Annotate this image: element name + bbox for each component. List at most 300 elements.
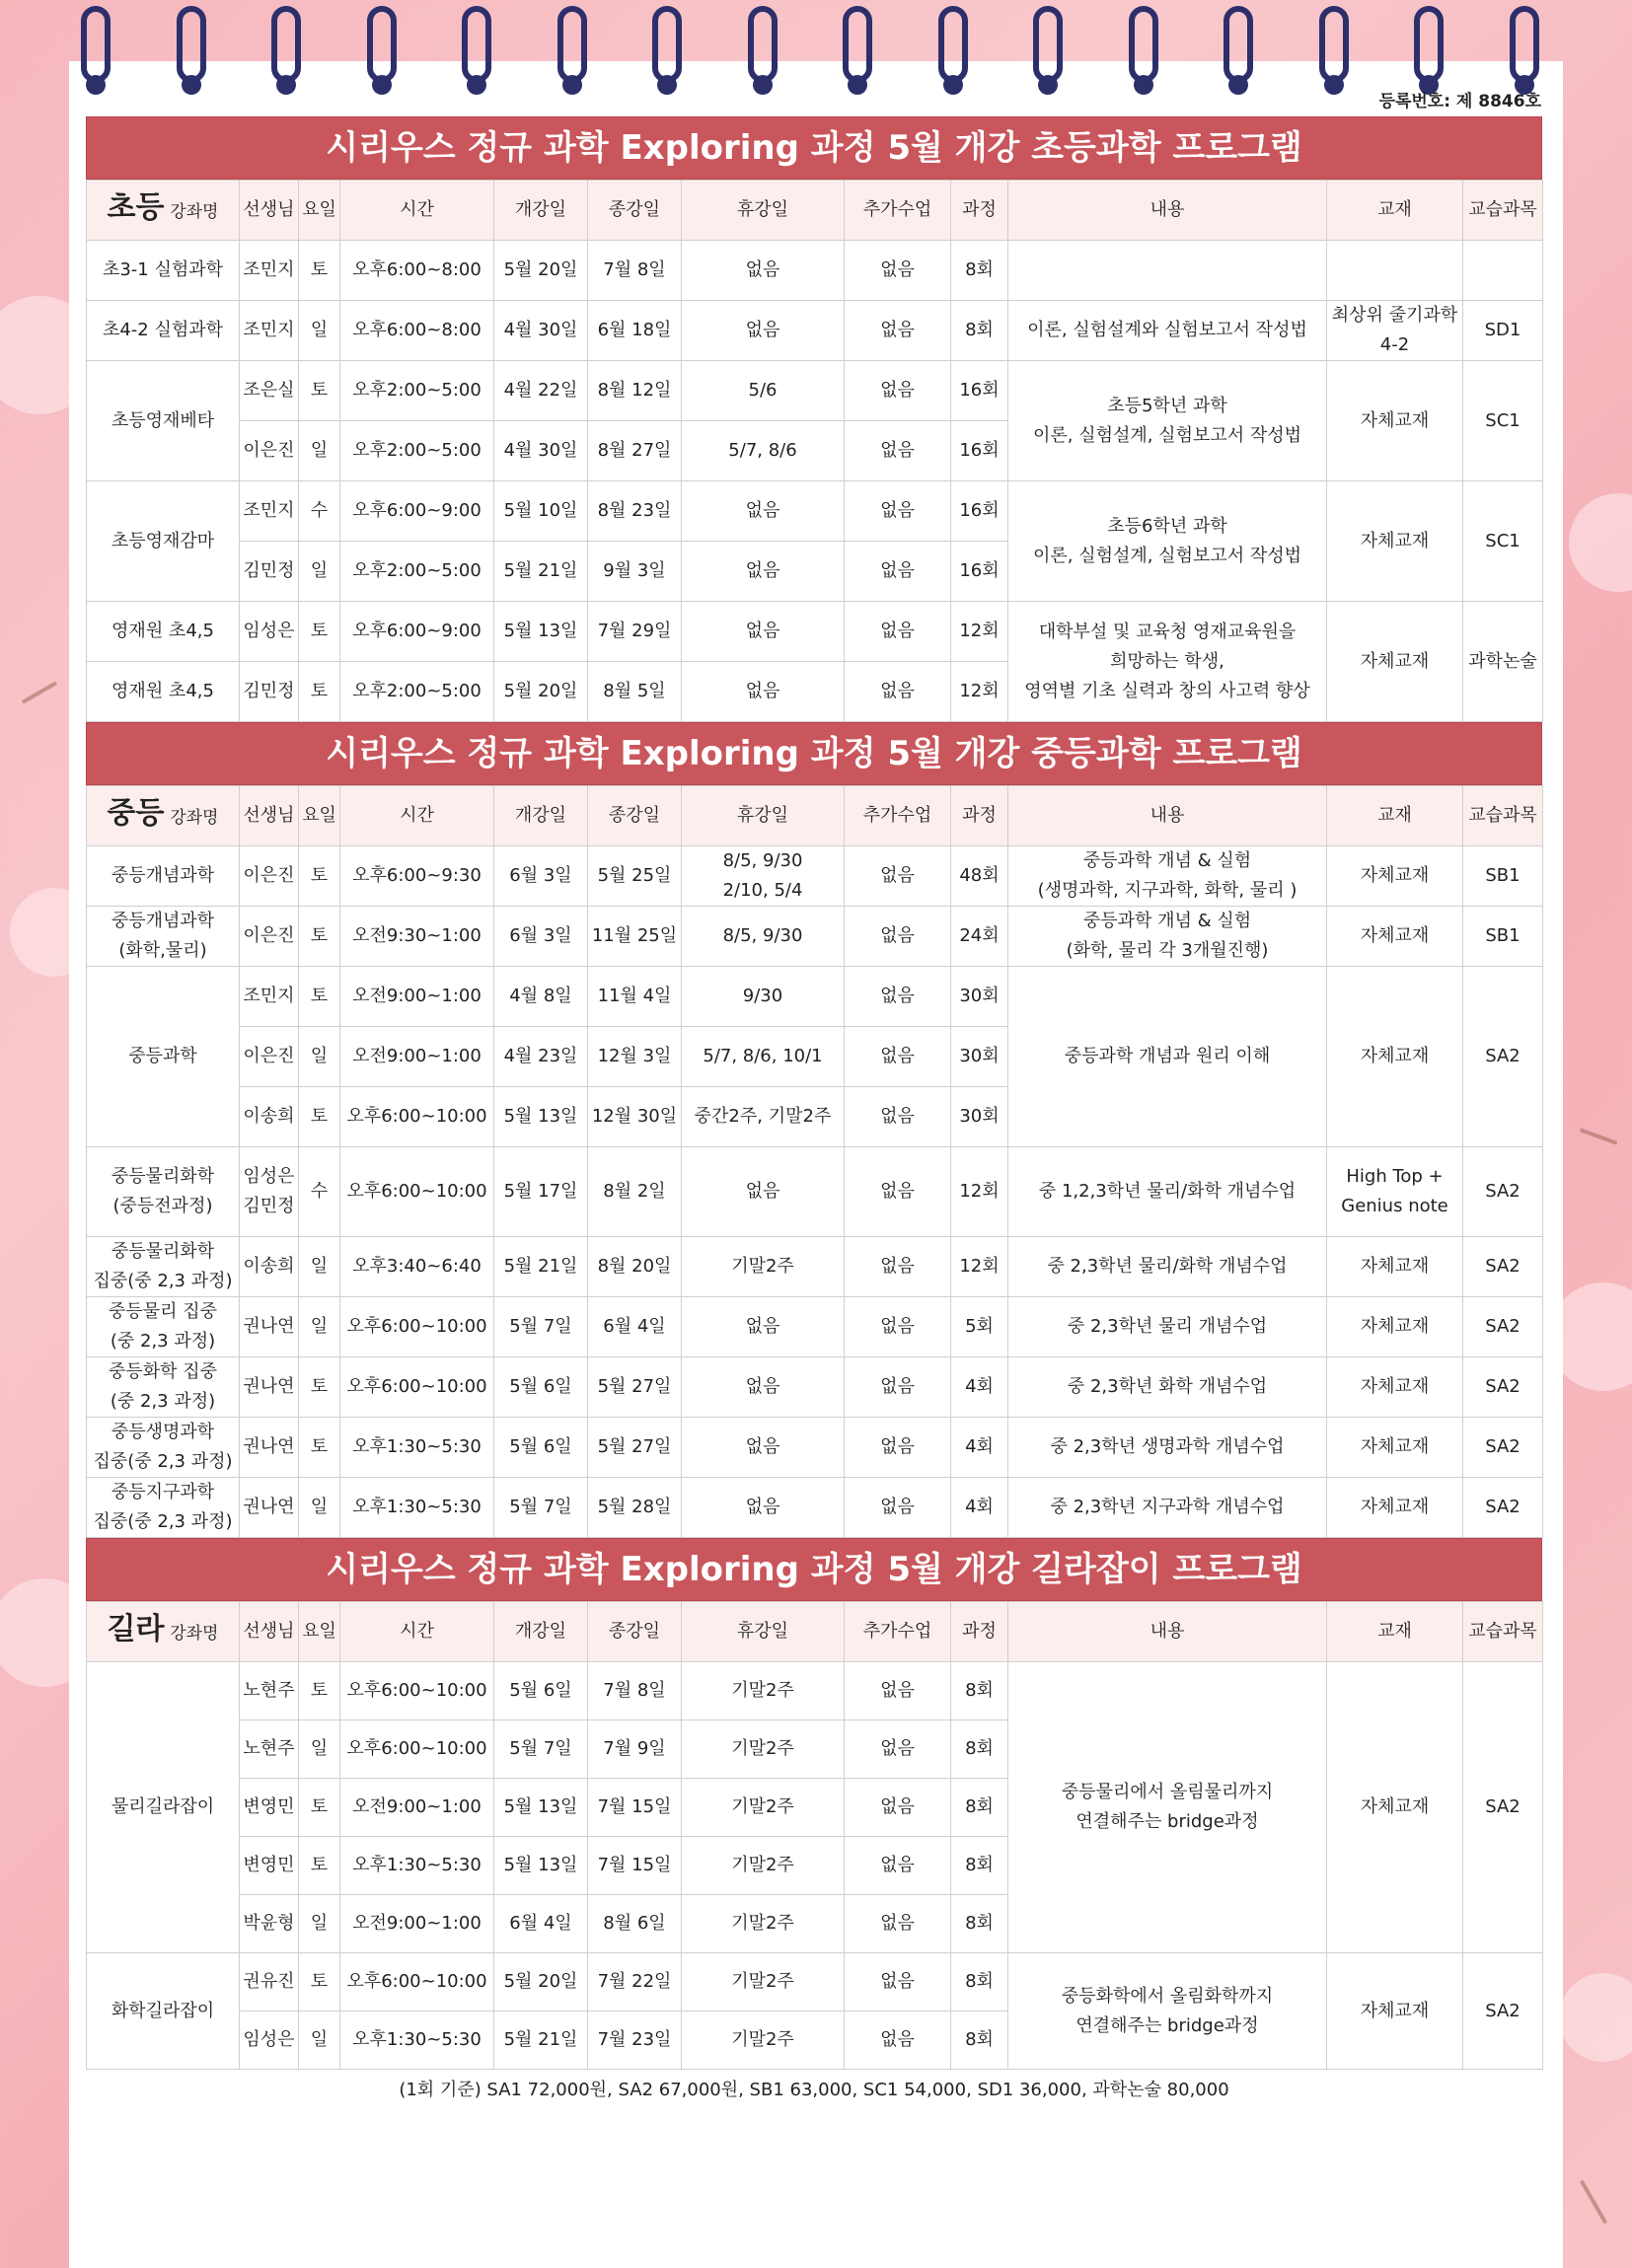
day-cell: 토 xyxy=(299,361,340,421)
end-cell: 8월 20일 xyxy=(588,1237,682,1297)
teacher-cell: 이송희 xyxy=(240,1087,299,1147)
course-line: 중등물리 집중 xyxy=(108,1301,218,1322)
fee-code-header: 교습과목 xyxy=(1463,1602,1543,1662)
break-cell: 없음 xyxy=(682,481,845,542)
day-cell: 토 xyxy=(299,907,340,967)
binding-ring xyxy=(271,6,301,83)
start-cell: 5월 13일 xyxy=(494,1837,588,1895)
course-line: 집중(중 2,3 과정) xyxy=(93,1511,233,1532)
sessions-cell: 8회 xyxy=(951,1779,1008,1837)
end-header: 종강일 xyxy=(588,786,682,846)
day-cell: 토 xyxy=(299,1357,340,1418)
course-cell xyxy=(87,907,240,967)
textbook-cell: 자체교재 xyxy=(1327,1357,1463,1418)
day-cell: 토 xyxy=(299,1087,340,1147)
end-cell: 7월 15일 xyxy=(588,1779,682,1837)
fee-code-cell: 과학논술 xyxy=(1463,602,1543,722)
course-cell xyxy=(87,1237,240,1297)
extra-cell: 없음 xyxy=(845,361,951,421)
section-title-middle: 시리우스 정규 과학 Exploring 과정 5월 개강 중등과학 프로그램 xyxy=(86,722,1542,785)
sessions-cell: 12회 xyxy=(951,1237,1008,1297)
sessions-cell: 8회 xyxy=(951,1953,1008,2012)
table-row xyxy=(87,1418,1543,1478)
time-cell: 오전9:00~1:00 xyxy=(340,1027,494,1087)
course-header: 길라 강좌명 xyxy=(87,1602,240,1662)
fee-code-cell: SA2 xyxy=(1463,1357,1543,1418)
start-cell: 5월 21일 xyxy=(494,2012,588,2070)
sessions-cell: 8회 xyxy=(951,301,1008,361)
sessions-header: 과정 xyxy=(951,181,1008,241)
binding-ring xyxy=(177,6,206,83)
teacher-cell: 노현주 xyxy=(240,1720,299,1779)
fee-footnote: (1회 기준) SA1 72,000원, SA2 67,000원, SB1 63,000, SC1 54,000, SD1 36,000, 과학논술 80,000 xyxy=(399,2080,1229,2100)
break-cell: 8/5, 9/30 xyxy=(682,907,845,967)
start-cell: 5월 13일 xyxy=(494,1087,588,1147)
time-header: 시간 xyxy=(340,1602,494,1662)
teacher-cell: 노현주 xyxy=(240,1662,299,1720)
extra-cell: 없음 xyxy=(845,967,951,1027)
teacher-header: 선생님 xyxy=(240,786,299,846)
sessions-cell: 16회 xyxy=(951,542,1008,602)
end-cell: 11월 4일 xyxy=(588,967,682,1027)
registration-number: 등록번호: 제 8846호 xyxy=(1378,92,1541,111)
time-cell: 오전9:30~1:00 xyxy=(340,907,494,967)
extra-cell: 없음 xyxy=(845,421,951,481)
start-header: 개강일 xyxy=(494,1602,588,1662)
extra-cell: 없음 xyxy=(845,1779,951,1837)
content-line: 연결해주는 bridge과정 xyxy=(1076,1811,1259,1832)
teacher-cell: 김민정 xyxy=(240,662,299,722)
course-line: (중 2,3 과정) xyxy=(110,1391,216,1412)
extra-header: 추가수업 xyxy=(845,181,951,241)
teacher-line: 김민정 xyxy=(243,1196,295,1216)
table-row xyxy=(87,1147,1543,1237)
day-cell: 토 xyxy=(299,1779,340,1837)
sessions-cell: 8회 xyxy=(951,1720,1008,1779)
binding-ring xyxy=(748,6,778,83)
teacher-cell: 조민지 xyxy=(240,301,299,361)
course-line: 중등화학 집중 xyxy=(108,1361,218,1382)
binding-ring xyxy=(1510,6,1539,83)
break-cell: 9/30 xyxy=(682,967,845,1027)
teacher-cell: 조은실 xyxy=(240,361,299,421)
extra-cell: 없음 xyxy=(845,241,951,301)
course-line: (중등전과정) xyxy=(112,1196,213,1216)
binding-ring xyxy=(81,6,111,83)
end-cell: 7월 8일 xyxy=(588,1662,682,1720)
textbook-cell: 자체교재 xyxy=(1327,1418,1463,1478)
break-cell: 없음 xyxy=(682,1147,845,1237)
textbook-cell: 자체교재 xyxy=(1327,481,1463,602)
extra-cell: 없음 xyxy=(845,1837,951,1895)
extra-cell: 없음 xyxy=(845,1662,951,1720)
end-cell: 9월 3일 xyxy=(588,542,682,602)
content-cell: 중 2,3학년 지구과학 개념수업 xyxy=(1008,1478,1327,1538)
teacher-line: 임성은 xyxy=(243,1166,295,1187)
start-cell: 4월 8일 xyxy=(494,967,588,1027)
break-cell: 기말2주 xyxy=(682,1837,845,1895)
start-cell: 5월 20일 xyxy=(494,662,588,722)
sessions-cell: 5회 xyxy=(951,1297,1008,1357)
day-cell: 토 xyxy=(299,1837,340,1895)
day-cell: 일 xyxy=(299,301,340,361)
extra-cell: 없음 xyxy=(845,2012,951,2070)
end-cell: 12월 30일 xyxy=(588,1087,682,1147)
break-cell: 없음 xyxy=(682,301,845,361)
textbook-cell: 자체교재 xyxy=(1327,602,1463,722)
content-cell: 중 2,3학년 화학 개념수업 xyxy=(1008,1357,1327,1418)
extra-cell: 없음 xyxy=(845,1478,951,1538)
content-line: 중등화학에서 올림화학까지 xyxy=(1061,1985,1274,2007)
end-cell: 5월 27일 xyxy=(588,1357,682,1418)
time-cell: 오전9:00~1:00 xyxy=(340,967,494,1027)
table-row xyxy=(87,907,1543,967)
end-cell: 11월 25일 xyxy=(588,907,682,967)
fee-code-cell: SC1 xyxy=(1463,481,1543,602)
content-cell: 중 1,2,3학년 물리/화학 개념수업 xyxy=(1008,1147,1327,1237)
content-header: 내용 xyxy=(1008,786,1327,846)
sessions-cell: 8회 xyxy=(951,1895,1008,1953)
table-row xyxy=(87,361,1543,421)
break-cell: 없음 xyxy=(682,662,845,722)
sessions-cell: 8회 xyxy=(951,2012,1008,2070)
break-cell: 없음 xyxy=(682,542,845,602)
day-cell: 일 xyxy=(299,1237,340,1297)
start-cell: 6월 3일 xyxy=(494,846,588,907)
textbook-line: 최상위 줄기과학 xyxy=(1331,305,1458,326)
content-cell: 중 2,3학년 물리/화학 개념수업 xyxy=(1008,1237,1327,1297)
course-cell: 초등영재베타 xyxy=(87,361,240,481)
section-title-elementary: 시리우스 정규 과학 Exploring 과정 5월 개강 초등과학 프로그램 xyxy=(86,116,1542,180)
table-row xyxy=(87,301,1543,361)
content-line: 중등과학 개념 & 실험 xyxy=(1082,850,1252,871)
day-cell: 토 xyxy=(299,662,340,722)
start-cell: 5월 7일 xyxy=(494,1478,588,1538)
content-cell xyxy=(1008,602,1327,722)
binding-ring xyxy=(1224,6,1253,83)
course-cell: 영재원 초4,5 xyxy=(87,662,240,722)
end-cell: 5월 27일 xyxy=(588,1418,682,1478)
teacher-cell: 권유진 xyxy=(240,1953,299,2012)
course-header: 중등 강좌명 xyxy=(87,786,240,846)
course-line: 중등물리화학 xyxy=(111,1241,215,1262)
time-cell: 오후2:00~5:00 xyxy=(340,361,494,421)
extra-cell: 없음 xyxy=(845,542,951,602)
table-row xyxy=(87,1237,1543,1297)
elementary-table xyxy=(86,180,1543,722)
time-cell: 오후6:00~10:00 xyxy=(340,1953,494,2012)
course-cell: 화학길라잡이 xyxy=(87,1953,240,2070)
teacher-cell: 임성은 xyxy=(240,602,299,662)
fee-code-cell: SA2 xyxy=(1463,1147,1543,1237)
textbook-cell xyxy=(1327,1147,1463,1237)
course-cell: 초3-1 실험과학 xyxy=(87,241,240,301)
table-row xyxy=(87,481,1543,542)
content-line: 중등과학 개념 & 실험 xyxy=(1082,911,1252,931)
fee-code-cell: SA2 xyxy=(1463,967,1543,1147)
sessions-cell: 12회 xyxy=(951,662,1008,722)
table-row xyxy=(87,602,1543,662)
fee-code-cell: SA2 xyxy=(1463,1297,1543,1357)
fee-code-cell: SB1 xyxy=(1463,907,1543,967)
teacher-cell: 권나연 xyxy=(240,1418,299,1478)
table-header-row xyxy=(87,786,1543,846)
teacher-cell: 조민지 xyxy=(240,241,299,301)
start-header: 개강일 xyxy=(494,786,588,846)
start-cell: 5월 20일 xyxy=(494,241,588,301)
table-header-row xyxy=(87,181,1543,241)
day-cell: 일 xyxy=(299,2012,340,2070)
day-cell: 토 xyxy=(299,846,340,907)
day-cell: 토 xyxy=(299,1662,340,1720)
binding-ring xyxy=(652,6,682,83)
extra-header: 추가수업 xyxy=(845,786,951,846)
end-cell: 6월 18일 xyxy=(588,301,682,361)
fee-code-cell: SC1 xyxy=(1463,361,1543,481)
teacher-cell: 조민지 xyxy=(240,967,299,1027)
content-header: 내용 xyxy=(1008,1602,1327,1662)
sessions-cell: 30회 xyxy=(951,1087,1008,1147)
time-cell: 오후6:00~9:00 xyxy=(340,481,494,542)
course-cell xyxy=(87,1147,240,1237)
teacher-cell: 권나연 xyxy=(240,1478,299,1538)
content-line: (화학, 물리 각 3개월진행) xyxy=(1066,940,1269,961)
time-cell: 오후6:00~10:00 xyxy=(340,1662,494,1720)
content-line: 이론, 실험설계, 실험보고서 작성법 xyxy=(1032,424,1302,446)
start-cell: 4월 30일 xyxy=(494,301,588,361)
start-cell: 6월 4일 xyxy=(494,1895,588,1953)
teacher-cell: 이송희 xyxy=(240,1237,299,1297)
content-cell: 중 2,3학년 생명과학 개념수업 xyxy=(1008,1418,1327,1478)
end-cell: 6월 4일 xyxy=(588,1297,682,1357)
start-cell: 5월 13일 xyxy=(494,1779,588,1837)
content-cell: 이론, 실험설계와 실험보고서 작성법 xyxy=(1008,301,1327,361)
content-cell xyxy=(1008,1953,1327,2070)
day-cell: 토 xyxy=(299,1418,340,1478)
time-cell: 오후1:30~5:30 xyxy=(340,2012,494,2070)
break-header: 휴강일 xyxy=(682,1602,845,1662)
sessions-header: 과정 xyxy=(951,1602,1008,1662)
day-cell: 토 xyxy=(299,241,340,301)
table-row xyxy=(87,1662,1543,1720)
day-header: 요일 xyxy=(299,1602,340,1662)
sessions-cell: 24회 xyxy=(951,907,1008,967)
break-line: 8/5, 9/30 xyxy=(722,850,803,871)
textbook-line: 4-2 xyxy=(1379,334,1410,355)
break-cell: 5/6 xyxy=(682,361,845,421)
teacher-cell: 임성은 xyxy=(240,2012,299,2070)
time-cell: 오후6:00~10:00 xyxy=(340,1297,494,1357)
content-cell xyxy=(1008,361,1327,481)
sessions-cell: 4회 xyxy=(951,1357,1008,1418)
section-title-bridge: 시리우스 정규 과학 Exploring 과정 5월 개강 길라잡이 프로그램 xyxy=(86,1538,1542,1601)
extra-cell: 없음 xyxy=(845,1027,951,1087)
teacher-cell: 변영민 xyxy=(240,1837,299,1895)
start-cell: 6월 3일 xyxy=(494,907,588,967)
start-cell: 4월 22일 xyxy=(494,361,588,421)
break-cell: 기말2주 xyxy=(682,1662,845,1720)
textbook-header: 교재 xyxy=(1327,1602,1463,1662)
teacher-header: 선생님 xyxy=(240,1602,299,1662)
course-header: 초등 강좌명 xyxy=(87,181,240,241)
content-cell xyxy=(1008,846,1327,907)
teacher-cell: 권나연 xyxy=(240,1357,299,1418)
extra-cell: 없음 xyxy=(845,907,951,967)
schedule-sheet xyxy=(86,116,1542,2105)
sessions-cell: 16회 xyxy=(951,361,1008,421)
teacher-cell xyxy=(240,1147,299,1237)
break-header: 휴강일 xyxy=(682,786,845,846)
content-cell xyxy=(1008,481,1327,602)
sessions-cell: 30회 xyxy=(951,1027,1008,1087)
sessions-cell: 48회 xyxy=(951,846,1008,907)
sessions-cell: 16회 xyxy=(951,421,1008,481)
extra-cell: 없음 xyxy=(845,1895,951,1953)
day-cell: 일 xyxy=(299,1297,340,1357)
day-cell: 일 xyxy=(299,542,340,602)
branch-decoration xyxy=(1580,1128,1618,1144)
day-cell: 토 xyxy=(299,967,340,1027)
sessions-cell: 16회 xyxy=(951,481,1008,542)
teacher-cell: 변영민 xyxy=(240,1779,299,1837)
teacher-cell: 조민지 xyxy=(240,481,299,542)
textbook-header: 교재 xyxy=(1327,786,1463,846)
time-header: 시간 xyxy=(340,786,494,846)
break-cell xyxy=(682,846,845,907)
end-cell: 8월 27일 xyxy=(588,421,682,481)
content-line: 연결해주는 bridge과정 xyxy=(1076,2014,1259,2036)
time-cell: 오후1:30~5:30 xyxy=(340,1837,494,1895)
day-cell: 토 xyxy=(299,1953,340,2012)
spiral-binding xyxy=(0,0,1632,99)
content-header: 내용 xyxy=(1008,181,1327,241)
course-cell xyxy=(87,1418,240,1478)
break-cell: 기말2주 xyxy=(682,1779,845,1837)
teacher-header: 선생님 xyxy=(240,181,299,241)
textbook-line: High Top + xyxy=(1346,1166,1444,1187)
break-cell: 없음 xyxy=(682,1297,845,1357)
bridge-table xyxy=(86,1601,1543,2070)
textbook-cell xyxy=(1327,241,1463,301)
fee-code-cell: SA2 xyxy=(1463,1478,1543,1538)
content-cell: 중 2,3학년 물리 개념수업 xyxy=(1008,1297,1327,1357)
start-cell: 5월 17일 xyxy=(494,1147,588,1237)
binding-ring xyxy=(1319,6,1349,83)
course-line: (중 2,3 과정) xyxy=(110,1331,216,1352)
textbook-cell: 자체교재 xyxy=(1327,967,1463,1147)
sessions-header: 과정 xyxy=(951,786,1008,846)
time-cell: 오전9:00~1:00 xyxy=(340,1895,494,1953)
table-row xyxy=(87,1953,1543,2012)
time-cell: 오후6:00~10:00 xyxy=(340,1357,494,1418)
day-header: 요일 xyxy=(299,786,340,846)
content-line: 대학부설 및 교육청 영재교육원을 xyxy=(1038,621,1297,642)
start-cell: 5월 7일 xyxy=(494,1297,588,1357)
sessions-cell: 30회 xyxy=(951,967,1008,1027)
teacher-cell: 이은진 xyxy=(240,846,299,907)
time-cell: 오후6:00~9:30 xyxy=(340,846,494,907)
course-line: 중등지구과학 xyxy=(111,1482,215,1502)
end-cell: 7월 8일 xyxy=(588,241,682,301)
textbook-cell: 자체교재 xyxy=(1327,361,1463,481)
content-line: 초등6학년 과학 xyxy=(1107,515,1227,537)
textbook-cell: 자체교재 xyxy=(1327,1297,1463,1357)
sessions-cell: 12회 xyxy=(951,602,1008,662)
time-cell: 오후6:00~10:00 xyxy=(340,1087,494,1147)
textbook-cell: 자체교재 xyxy=(1327,1478,1463,1538)
binding-ring xyxy=(938,6,968,83)
content-line: 이론, 실험설계, 실험보고서 작성법 xyxy=(1032,545,1302,566)
extra-cell: 없음 xyxy=(845,1953,951,2012)
break-cell: 5/7, 8/6, 10/1 xyxy=(682,1027,845,1087)
binding-ring xyxy=(1129,6,1158,83)
binding-ring xyxy=(557,6,587,83)
break-cell: 없음 xyxy=(682,1478,845,1538)
teacher-cell: 이은진 xyxy=(240,907,299,967)
time-cell: 오후3:40~6:40 xyxy=(340,1237,494,1297)
start-cell: 4월 30일 xyxy=(494,421,588,481)
break-cell: 기말2주 xyxy=(682,1237,845,1297)
break-cell: 기말2주 xyxy=(682,2012,845,2070)
extra-cell: 없음 xyxy=(845,1237,951,1297)
time-cell: 오후6:00~8:00 xyxy=(340,241,494,301)
extra-cell: 없음 xyxy=(845,301,951,361)
fee-code-cell: SA2 xyxy=(1463,1953,1543,2070)
day-cell: 일 xyxy=(299,1720,340,1779)
teacher-cell: 권나연 xyxy=(240,1297,299,1357)
course-line: 중등생명과학 xyxy=(111,1422,215,1442)
table-row xyxy=(87,1357,1543,1418)
break-cell: 없음 xyxy=(682,1357,845,1418)
sessions-cell: 8회 xyxy=(951,1837,1008,1895)
time-cell: 오후2:00~5:00 xyxy=(340,542,494,602)
end-cell: 7월 29일 xyxy=(588,602,682,662)
table-row xyxy=(87,1297,1543,1357)
day-cell: 수 xyxy=(299,481,340,542)
blossom-decoration xyxy=(1559,1973,1632,2062)
sessions-cell: 12회 xyxy=(951,1147,1008,1237)
content-cell xyxy=(1008,241,1327,301)
content-line: 희망하는 학생, xyxy=(1110,650,1224,672)
break-cell: 없음 xyxy=(682,602,845,662)
day-cell: 일 xyxy=(299,1027,340,1087)
extra-cell: 없음 xyxy=(845,481,951,542)
time-cell: 오후6:00~8:00 xyxy=(340,301,494,361)
start-header: 개강일 xyxy=(494,181,588,241)
course-cell: 중등과학 xyxy=(87,967,240,1147)
end-cell: 8월 6일 xyxy=(588,1895,682,1953)
textbook-cell xyxy=(1327,301,1463,361)
course-cell: 중등개념과학 xyxy=(87,846,240,907)
extra-cell: 없음 xyxy=(845,1720,951,1779)
middle-table xyxy=(86,785,1543,1538)
end-cell: 7월 22일 xyxy=(588,1953,682,2012)
day-cell: 일 xyxy=(299,421,340,481)
extra-cell: 없음 xyxy=(845,1418,951,1478)
branch-decoration xyxy=(1580,2179,1607,2224)
break-cell: 기말2주 xyxy=(682,1953,845,2012)
time-cell: 오후2:00~5:00 xyxy=(340,421,494,481)
fee-code-cell: SB1 xyxy=(1463,846,1543,907)
start-cell: 5월 6일 xyxy=(494,1357,588,1418)
time-header: 시간 xyxy=(340,181,494,241)
day-cell: 토 xyxy=(299,602,340,662)
end-cell: 7월 15일 xyxy=(588,1837,682,1895)
table-row xyxy=(87,1478,1543,1538)
extra-cell: 없음 xyxy=(845,662,951,722)
content-line: 영역별 기초 실력과 창의 사고력 향상 xyxy=(1024,680,1310,701)
break-cell: 기말2주 xyxy=(682,1720,845,1779)
